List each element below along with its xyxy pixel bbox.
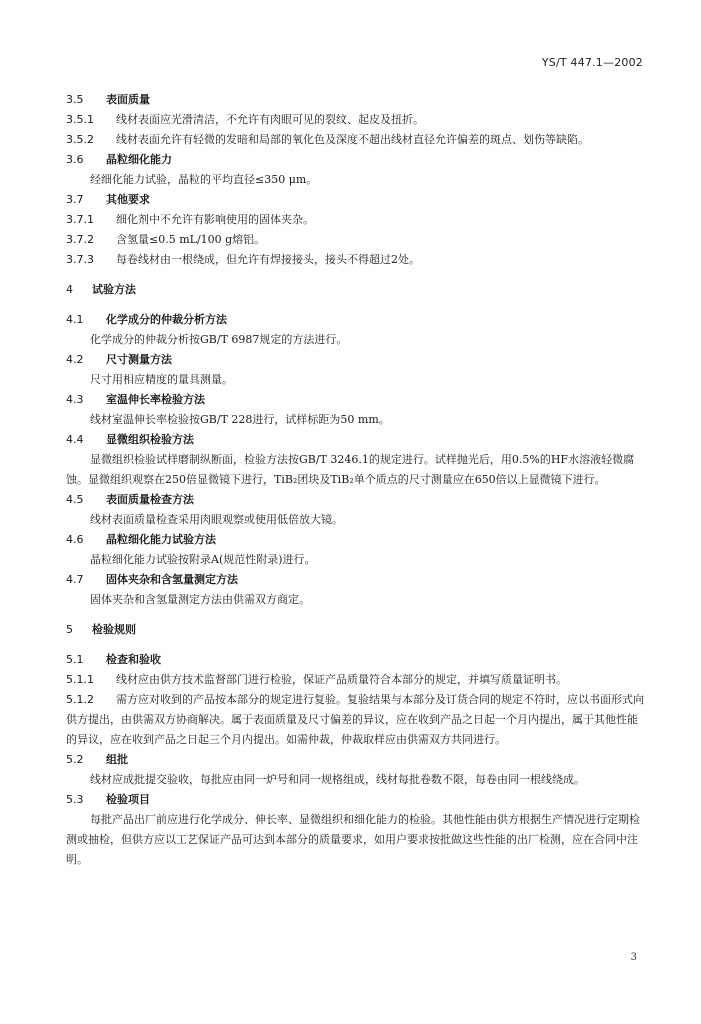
standard-code: YS/T 447.1—2002 [541,56,643,69]
section-title: 表面质量检查方法 [106,493,194,506]
clause-number: 3.5.2 [66,133,94,146]
section-5-2-text: 线材应成批提交验收，每批应由同一炉号和同一规格组成，线材每批卷数不限，每卷由同一根线绕成。 [90,773,585,786]
chapter-number: 4 [66,283,73,296]
section-5-2-heading [66,750,648,770]
section-number: 4.1 [66,313,84,326]
section-4-4-heading [66,430,648,450]
section-4-4-text: 显微组织检验试样磨制纵断面，检验方法按GB/T 3246.1的规定进行。试样抛光后，用0.5%的HF水溶液轻微腐蚀。显微组织观察在250倍显微镜下进行，TiB₂团块及TiB₂单个质点的尺寸测量应在650倍以上显微镜下进行。 [66,453,635,486]
clause-5-1-2 [66,690,648,750]
clause-text: 每卷线材由一根绕成，但允许有焊接接头，接头不得超过2处。 [116,253,420,266]
section-4-2-heading [66,350,648,370]
section-4-7-heading [66,570,648,590]
section-number: 3.6 [66,153,84,166]
section-number: 5.2 [66,753,84,766]
chapter-number: 5 [66,623,73,636]
section-number: 4.5 [66,493,84,506]
section-3-5-heading [66,90,648,110]
clause-text: 细化剂中不允许有影响使用的固体夹杂。 [116,213,314,226]
section-number: 3.7 [66,193,84,206]
clause-3-7-1 [66,210,648,230]
clause-3-5-2 [66,130,648,150]
chapter-4-heading [66,280,648,300]
section-title: 室温伸长率检验方法 [106,393,205,406]
section-title: 检验项目 [106,793,150,806]
chapter-5-heading [66,620,648,640]
section-number: 4.6 [66,533,84,546]
section-5-1-heading [66,650,648,670]
section-title: 组批 [106,753,128,766]
section-number: 4.7 [66,573,84,586]
clause-text: 线材表面允许有轻微的发暗和局部的氧化色及深度不超出线材直径允许偏差的斑点、划伤等缺陷。 [116,133,589,146]
clause-3-5-1 [66,110,648,130]
clause-number: 3.7.1 [66,213,94,226]
clause-number: 3.7.2 [66,233,94,246]
section-number: 5.1 [66,653,84,666]
page-number: 3 [630,952,637,963]
section-title: 检查和验收 [106,653,161,666]
section-4-1-heading [66,310,648,330]
section-title: 显微组织检验方法 [106,433,194,446]
section-4-6-heading [66,530,648,550]
clause-text: 需方应对收到的产品按本部分的规定进行复验。复验结果与本部分及订货合同的规定不符时，应以书面形式向供方提出，由供需双方协商解决。属于表面质量及尺寸偏差的异议，应在收到产品之日起一个月内提出，属于其他性能的异议，应在收到产品之日起三个月内提出。如需仲裁，仲裁取样应由供需双方共同进行。 [66,693,644,746]
clause-text: 含氢量≤0.5 mL/100 g熔铝。 [116,233,266,246]
section-title: 晶粒细化能力 [106,153,172,166]
section-4-3-text: 线材室温伸长率检验按GB/T 228进行，试样标距为50 mm。 [90,413,390,426]
section-3-6-text: 经细化能力试验，晶粒的平均直径≤350 μm。 [90,173,318,186]
section-title: 晶粒细化能力试验方法 [106,533,216,546]
section-3-7-heading [66,190,648,210]
section-5-3-text: 每批产品出厂前应进行化学成分、伸长率、显微组织和细化能力的检验。其他性能由供方根据生产情况进行定期检测或抽检，但供方应以工艺保证产品可达到本部分的质量要求，如用户要求按批做这些性能的出厂检测，应在合同中注明。 [66,813,640,866]
clause-number: 3.5.1 [66,113,94,126]
section-4-5-text: 线材表面质量检查采用肉眼观察或使用低倍放大镜。 [90,513,343,526]
section-4-2-text: 尺寸用相应精度的量具测量。 [90,373,233,386]
section-4-1-text: 化学成分的仲裁分析按GB/T 6987规定的方法进行。 [90,333,348,346]
section-4-6-text: 晶粒细化能力试验按附录A(规范性附录)进行。 [90,553,316,566]
clause-text: 线材应由供方技术监督部门进行检验，保证产品质量符合本部分的规定，并填写质量证明书。 [116,673,567,686]
section-title: 固体夹杂和含氢量测定方法 [106,573,238,586]
clause-3-7-3 [66,250,648,270]
clause-text: 线材表面应光滑清洁，不允许有肉眼可见的裂纹、起皮及扭折。 [116,113,424,126]
clause-number: 5.1.1 [66,673,94,686]
section-title: 尺寸测量方法 [106,353,172,366]
section-title: 化学成分的仲裁分析方法 [106,313,227,326]
section-number: 4.3 [66,393,84,406]
section-3-6-heading [66,150,648,170]
section-title: 表面质量 [106,93,150,106]
chapter-title: 试验方法 [92,283,136,296]
document-body [66,90,648,870]
clause-3-7-2 [66,230,648,250]
section-number: 4.2 [66,353,84,366]
section-4-5-heading [66,490,648,510]
clause-number: 3.7.3 [66,253,94,266]
section-number: 3.5 [66,93,84,106]
clause-5-1-1 [66,670,648,690]
section-number: 4.4 [66,433,84,446]
clause-number: 5.1.2 [66,693,94,706]
section-number: 5.3 [66,793,84,806]
section-4-3-heading [66,390,648,410]
section-4-7-text: 固体夹杂和含氢量测定方法由供需双方商定。 [90,593,310,606]
section-title: 其他要求 [106,193,150,206]
section-5-3-heading [66,790,648,810]
chapter-title: 检验规则 [92,623,136,636]
